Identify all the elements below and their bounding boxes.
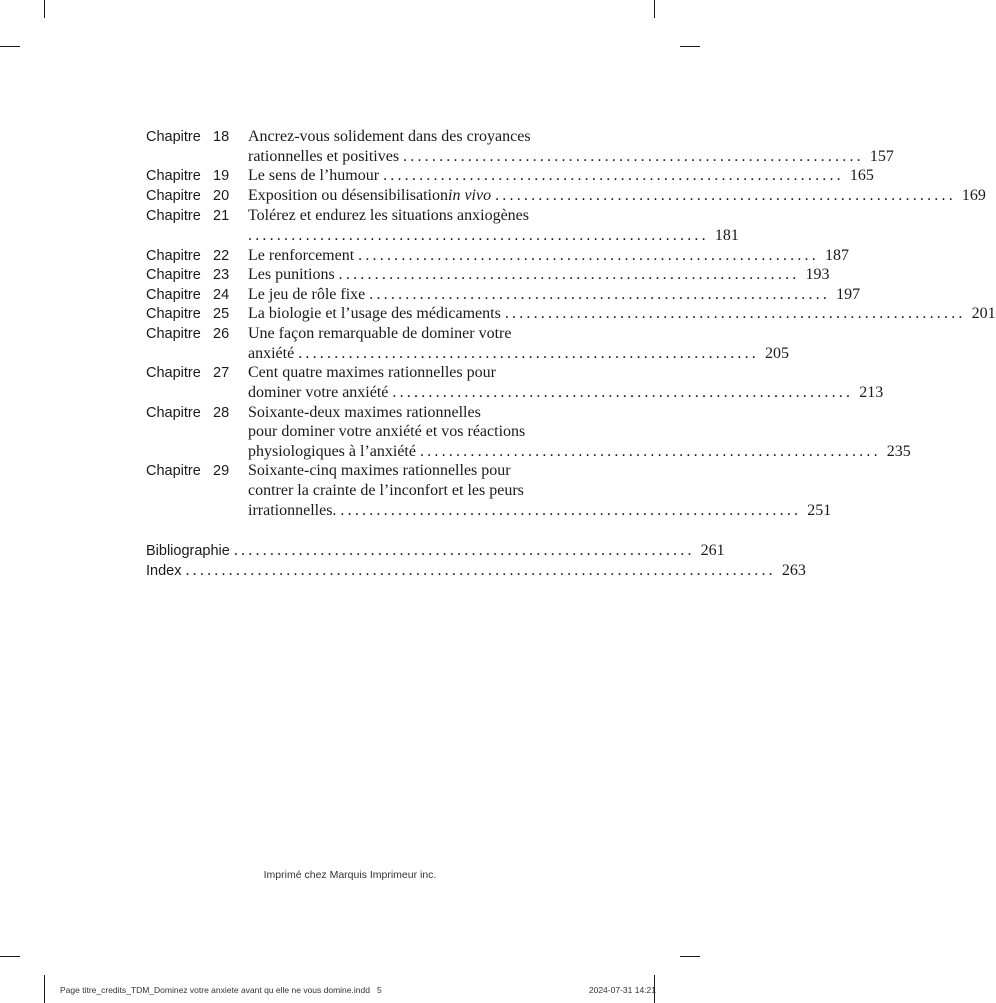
chapter-title: Une façon remarquable de dominer votre	[248, 325, 512, 342]
toc-entry-bibliography[interactable]: Bibliographie ................................................................ 261	[146, 542, 725, 559]
toc-entry[interactable]: Le renforcement ................................................................ 187	[248, 247, 849, 264]
chapter-title: Cent quatre maximes rationnelles pour	[248, 364, 496, 381]
toc-entry[interactable]: anxiété ................................................................ 205	[248, 345, 790, 362]
toc-entry[interactable]: physiologiques à l’anxiété ................................................................ 235	[248, 443, 911, 460]
chapter-label: Chapitre 29	[146, 463, 230, 479]
toc-entry[interactable]: rationnelles et positives ................................................................ 157	[248, 148, 894, 165]
toc-entry[interactable]: Les punitions ................................................................ 193	[248, 266, 830, 283]
toc-entry[interactable]: irrationnelles. ................................................................ 251	[248, 502, 832, 519]
chapter-label: Chapitre 26	[146, 326, 230, 342]
toc-entry-index[interactable]: Index .................................................................................. 263	[146, 562, 806, 579]
chapter-title: Tolérez et endurez les situations anxiogènes	[248, 207, 529, 224]
toc-entry[interactable]: Le jeu de rôle fixe ................................................................ 197	[248, 286, 861, 303]
chapter-title: contrer la crainte de l’inconfort et les peurs	[248, 482, 524, 499]
toc-entry[interactable]: ................................................................ 181	[248, 227, 739, 244]
crop-mark-right-bottom	[680, 956, 700, 957]
crop-mark-bottom-left	[44, 975, 45, 1003]
printer-credit: Imprimé chez Marquis Imprimeur inc.	[263, 869, 437, 881]
chapter-label: Chapitre 27	[146, 365, 230, 381]
chapter-label: Chapitre 25	[146, 306, 230, 322]
chapter-title: pour dominer votre anxiété et vos réactions	[248, 423, 526, 440]
chapter-label: Chapitre 23	[146, 267, 230, 283]
chapter-title: Soixante-deux maximes rationnelles	[248, 404, 481, 421]
toc-entry[interactable]: dominer votre anxiété ................................................................ 213	[248, 384, 884, 401]
chapter-label: Chapitre 19	[146, 168, 230, 184]
slug-timestamp: 2024-07-31 14:21	[588, 985, 656, 995]
chapter-label: Chapitre 22	[146, 248, 230, 264]
chapter-label: Chapitre 21	[146, 208, 230, 224]
chapter-label: Chapitre 20	[146, 188, 230, 204]
chapter-label: Chapitre 24	[146, 287, 230, 303]
chapter-label: Chapitre 18	[146, 129, 230, 145]
chapter-title: Soixante-cinq maximes rationnelles pour	[248, 462, 511, 479]
crop-mark-left-bottom	[0, 956, 20, 957]
chapter-title: Ancrez-vous solidement dans des croyances	[248, 128, 531, 145]
chapter-label: Chapitre 28	[146, 405, 230, 421]
toc-entry[interactable]: Le sens de l’humour ................................................................ 165	[248, 167, 874, 184]
slug-filename: Page titre_credits_TDM_Dominez votre anxiete avant qu elle ne vous domine.indd 5	[60, 985, 382, 995]
toc-entry[interactable]: Exposition ou désensibilisation in vivo ................................................................ 169	[248, 187, 986, 204]
toc-entry[interactable]: La biologie et l’usage des médicaments ................................................................ 201	[248, 305, 996, 322]
